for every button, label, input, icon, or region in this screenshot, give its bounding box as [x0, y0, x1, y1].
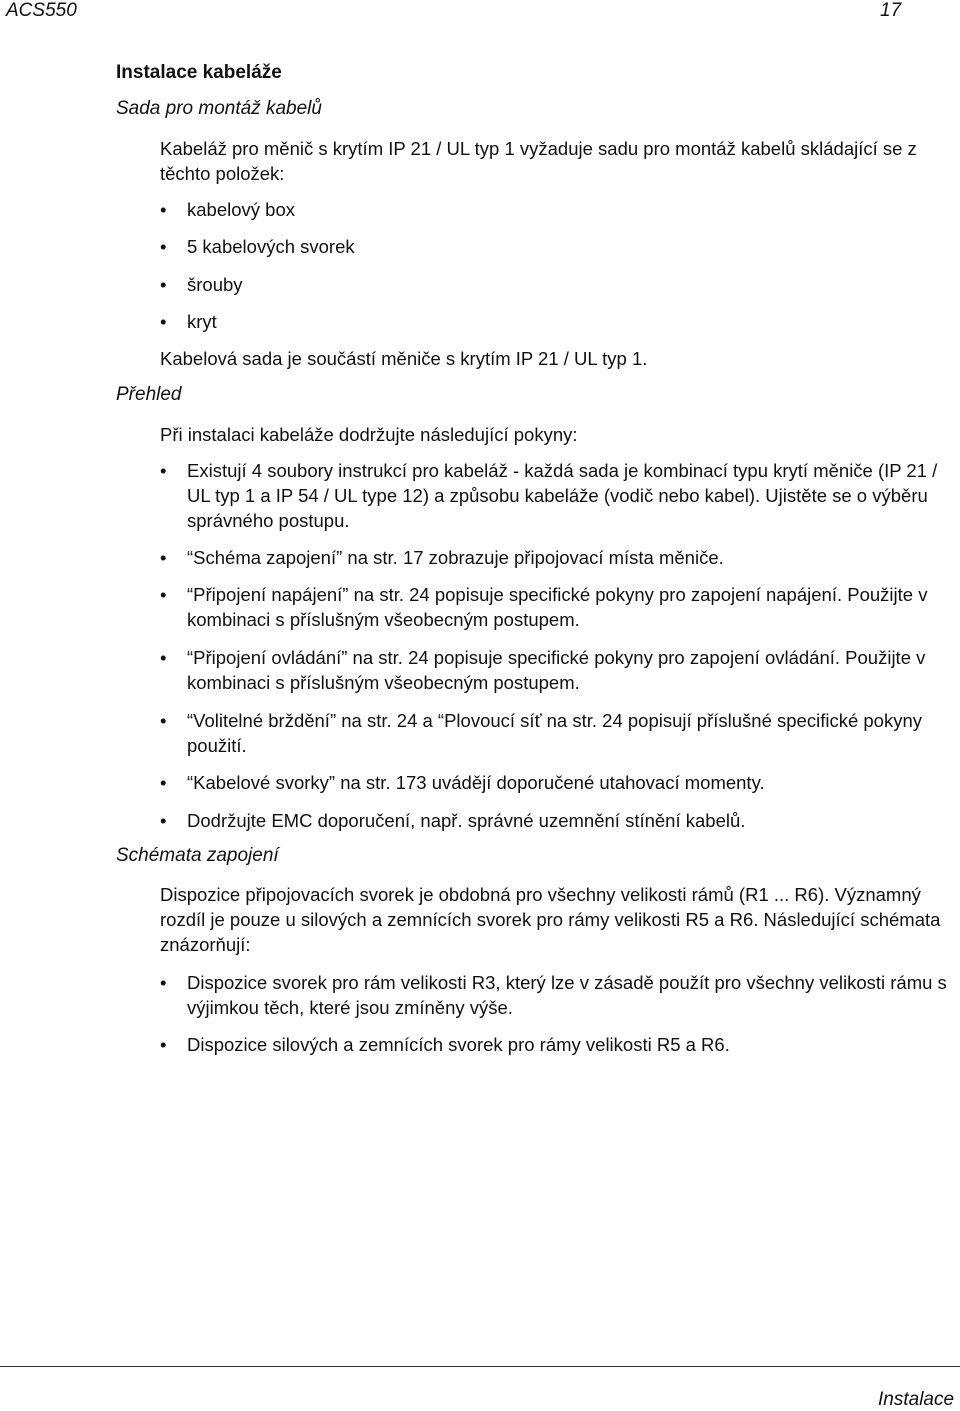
diagrams-heading: Schémata zapojení — [116, 845, 279, 866]
footer-section: Instalace — [878, 1389, 955, 1410]
list-item — [160, 272, 950, 297]
bullet-marker: • — [160, 274, 167, 295]
list-item-text: kryt — [187, 311, 217, 332]
list-item-text: “Kabelové svorky” na str. 173 uvádějí doporučené utahovací momenty. — [187, 772, 765, 793]
list-item-text: “Připojení ovládání” na str. 24 popisuje specifické pokyny pro zapojení ovládání. Použijte v kombinaci s příslušným všeobecným postupem. — [187, 647, 926, 693]
bullet-marker: • — [160, 584, 167, 605]
list-item — [160, 770, 950, 795]
list-item — [160, 645, 950, 695]
bullet-marker: • — [160, 236, 167, 257]
bullet-marker: • — [160, 647, 167, 668]
list-item — [160, 458, 950, 533]
list-item-text: kabelový box — [187, 199, 295, 220]
list-item — [160, 234, 950, 259]
list-item-text: Dodržujte EMC doporučení, např. správné uzemnění stínění kabelů. — [187, 810, 746, 831]
footer-divider — [0, 1366, 960, 1367]
kit-intro: Kabeláž pro měnič s krytím IP 21 / UL typ 1 vyžaduje sadu pro montáž kabelů skládající se z těchto položek: — [160, 138, 917, 184]
bullet-marker: • — [160, 772, 167, 793]
list-item — [160, 309, 950, 334]
bullet-marker: • — [160, 710, 167, 731]
list-item — [160, 1032, 950, 1057]
list-item-text: šrouby — [187, 274, 243, 295]
list-item — [160, 708, 950, 758]
list-item — [160, 545, 950, 570]
list-item-text: 5 kabelových svorek — [187, 236, 355, 257]
list-item — [160, 808, 950, 833]
list-item — [160, 197, 950, 222]
list-item-text: “Připojení napájení” na str. 24 popisuje specifické pokyny pro zapojení napájení. Použijte v kombinaci s příslušným všeobecným postupem. — [187, 584, 928, 630]
list-item-text: “Volitelné brždění” na str. 24 a “Plovoucí síť na str. 24 popisují příslušné specifické pokyny použití. — [187, 710, 922, 756]
diagrams-intro: Dispozice připojovacích svorek je obdobná pro všechny velikosti rámů (R1 ... R6). Významný rozdíl je pouze u silových a zemnících svorek pro rámy velikosti R5 a R6. Následující schémata znázorňují: — [160, 884, 941, 955]
overview-heading: Přehled — [116, 384, 182, 405]
list-item — [160, 582, 950, 632]
bullet-marker: • — [160, 311, 167, 332]
bullet-marker: • — [160, 810, 167, 831]
overview-intro: Při instalaci kabeláže dodržujte následující pokyny: — [160, 424, 578, 445]
list-item-text: Existují 4 soubory instrukcí pro kabeláž - každá sada je kombinací typu krytí měniče (IP 21 / UL typ 1 a IP 54 / UL type 12) a způsobu kabeláže (vodič nebo kabel). Ujistěte se o výběru správného postupu. — [187, 460, 938, 531]
bullet-marker: • — [160, 199, 167, 220]
bullet-marker: • — [160, 1034, 167, 1055]
bullet-marker: • — [160, 972, 167, 993]
list-item-text: “Schéma zapojení” na str. 17 zobrazuje připojovací místa měniče. — [187, 547, 724, 568]
bullet-marker: • — [160, 460, 167, 481]
header-product: ACS550 — [6, 0, 77, 21]
list-item-text: Dispozice svorek pro rám velikosti R3, který lze v zásadě použít pro všechny velikosti rámu s výjimkou těch, které jsou zmíněny výše. — [187, 972, 947, 1018]
header-page-number: 17 — [880, 0, 902, 21]
kit-note: Kabelová sada je součástí měniče s krytím IP 21 / UL typ 1. — [160, 348, 648, 369]
section-title: Instalace kabeláže — [116, 62, 282, 83]
kit-heading: Sada pro montáž kabelů — [116, 98, 322, 119]
bullet-marker: • — [160, 547, 167, 568]
list-item — [160, 970, 950, 1020]
list-item-text: Dispozice silových a zemnících svorek pro rámy velikosti R5 a R6. — [187, 1034, 730, 1055]
